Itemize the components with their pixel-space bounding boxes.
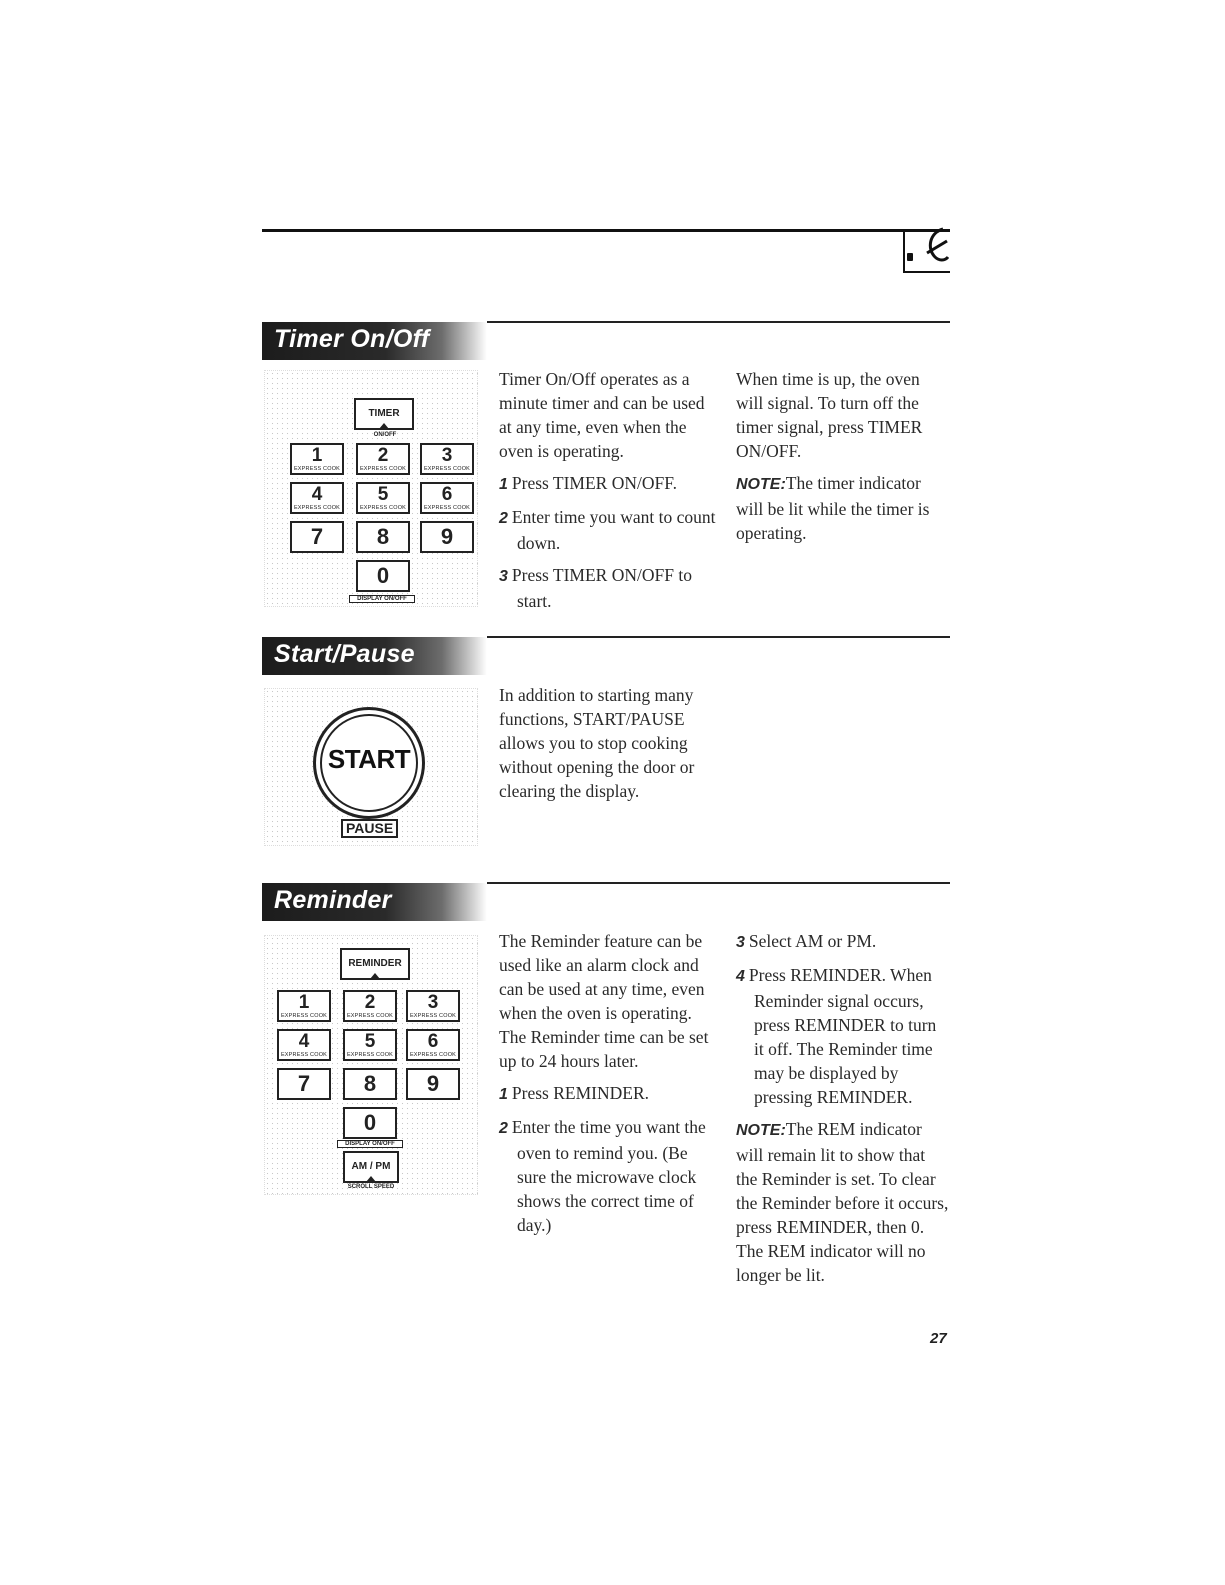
reminder-intro: The Reminder feature can be used like an alarm clock and can be used at any time, even when the oven is operating. The Reminder time can be set up to 24 hours later. [499,931,709,1071]
am-pm-key [343,1151,399,1183]
timer-step-1: 1 Press TIMER ON/OFF. [499,473,677,493]
key-2: 2 EXPRESS COOK [356,443,410,475]
timer-key [354,398,414,430]
timer-key-label: TIMER [368,408,400,419]
key-3: 3 EXPRESS COOK [406,990,460,1022]
reminder-keypad-illustration [264,935,478,1195]
reminder-note: NOTE:The REM indicator will remain lit to show that the Reminder is set. To clear the Reminder before it occurs, press REMINDER, then 0. The REM indicator will no longer be lit. [736,1119,949,1285]
corner-tab [903,229,950,273]
key-3: 3 EXPRESS COOK [420,443,474,475]
reminder-left-column [499,929,719,1245]
section-rule [487,636,950,638]
pause-label: PAUSE [341,819,398,838]
section-rule [487,882,950,884]
reminder-right-column [736,929,950,1295]
key-7: 7 [277,1068,331,1100]
key-8: 8 [343,1068,397,1100]
timer-intro: Timer On/Off operates as a minute timer and can be used at any time, even when the oven is operating. [499,369,705,461]
key-5: 5 EXPRESS COOK [356,482,410,514]
key-6: 6 EXPRESS COOK [420,482,474,514]
key-6: 6 EXPRESS COOK [406,1029,460,1061]
key-4: 4 EXPRESS COOK [290,482,344,514]
timer-left-column [499,367,719,621]
timer-note: NOTE:The timer indicator will be lit while the timer is operating. [736,473,930,543]
am-pm-key-label: AM / PM [351,1161,391,1172]
section-title: Start/Pause [274,640,415,668]
section-rule [487,321,950,323]
timer-keypad-illustration [264,370,478,607]
key-0: 0 [356,560,410,592]
display-on-off-label: DISPLAY ON/OFF [337,1140,403,1148]
section-title: Timer On/Off [274,325,430,353]
key-7: 7 [290,521,344,553]
key-0: 0 [343,1107,397,1139]
start-button-graphic [313,707,425,819]
start-pause-column [499,683,719,811]
pan-handle-icon [923,227,949,267]
corner-dot [907,253,913,261]
key-1: 1 EXPRESS COOK [290,443,344,475]
timer-sub-label: ON/OFF [373,432,397,438]
key-5: 5 EXPRESS COOK [343,1029,397,1061]
reminder-step-2: 2 Enter the time you want the oven to remind you. (Be sure the microwave clock shows the correct time of day.) [499,1117,706,1235]
timer-section-header [262,322,487,360]
key-9: 9 [420,521,474,553]
start-pause-text: In addition to starting many functions, START/PAUSE allows you to stop cooking without opening the door or clearing the display. [499,685,695,801]
reminder-section-header [262,883,487,921]
timer-right-column [736,367,950,553]
key-4: 4 EXPRESS COOK [277,1029,331,1061]
page-number: 27 [930,1330,947,1347]
header-rule [262,229,950,232]
reminder-key [340,948,410,980]
key-9: 9 [406,1068,460,1100]
reminder-step-4: 4 Press REMINDER. When Reminder signal occurs, press REMINDER to turn it off. The Reminder time may be displayed by pressing REMINDER. [736,965,937,1107]
display-on-off-label: DISPLAY ON/OFF [349,595,415,603]
start-button-illustration [264,688,478,846]
key-1: 1 EXPRESS COOK [277,990,331,1022]
start-pause-section-header [262,637,487,675]
start-label: START [327,744,411,774]
reminder-step-1: 1 Press REMINDER. [499,1083,649,1103]
key-2: 2 EXPRESS COOK [343,990,397,1022]
timer-step-3: 3 Press TIMER ON/OFF to start. [499,565,692,611]
timer-step-2: 2 Enter time you want to count down. [499,507,716,553]
reminder-step-3: 3 Select AM or PM. [736,931,877,951]
key-8: 8 [356,521,410,553]
scroll-speed-label: SCROLL SPEED [347,1184,395,1190]
section-title: Reminder [274,886,392,914]
timer-signal-text: When time is up, the oven will signal. To turn off the timer signal, press TIMER ON/OFF. [736,369,923,461]
reminder-key-label: REMINDER [348,958,402,969]
